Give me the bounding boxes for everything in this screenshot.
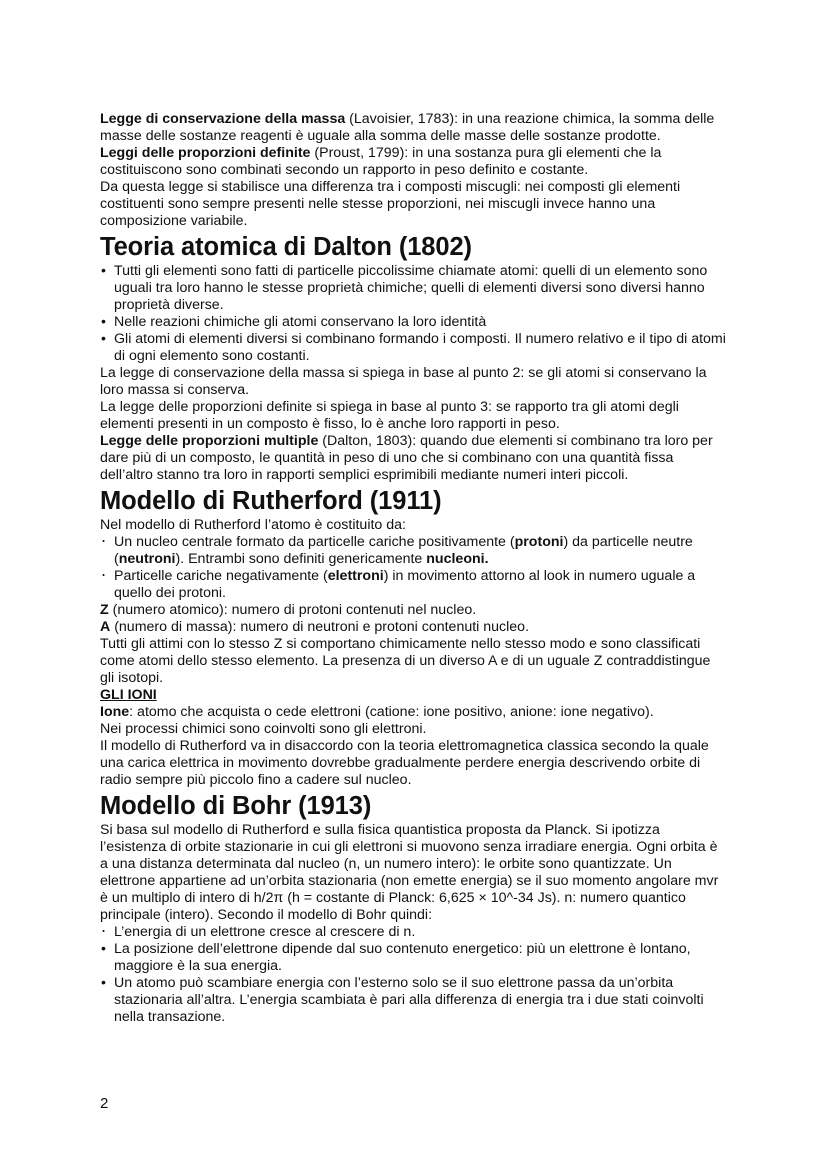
paragraph-mass-number: A (numero di massa): numero di neutroni e protoni contenuti nucleo. bbox=[100, 619, 530, 635]
paragraph-multiple-proportions: Legge delle proporzioni multiple (Dalton, 1803): quando due elementi si combinano tra loro per dare più di un composto, le quantità in peso di uno che si combinano con una quantità fissa dell’altro stanno tra loro in rapporti semplici esprimibili mediante numeri interi piccoli. bbox=[100, 433, 713, 483]
paragraph-atomic-number: Z (numero atomico): numero di protoni contenuti nel nucleo. bbox=[100, 602, 477, 618]
paragraph-ion-definition: Ione: atomo che acquista o cede elettroni (catione: ione positivo, anione: ione negativo). bbox=[100, 704, 654, 720]
list-item: ‧ Particelle cariche negativamente (elettroni) in movimento attorno al look in numero uguale a quello dei protoni. bbox=[100, 568, 726, 602]
list-item: • La posizione dell’elettrone dipende dal suo contenuto energetico: più un elettrone è lontano, maggiore è la sua energia. bbox=[100, 941, 726, 975]
list-item: • Tutti gli elementi sono fatti di particelle piccolissime chiamate atomi: quelli di un elemento sono uguali tra loro hanno le stesse proprietà chimiche; quelli di elementi diversi sono diversi hanno proprietà diverse. bbox=[100, 263, 726, 314]
paragraph: Nei processi chimici sono coinvolti sono gli elettroni. bbox=[100, 721, 427, 737]
paragraph-mass-conservation: Legge di conservazione della massa (Lavoisier, 1783): in una reazione chimica, la somma delle masse delle sostanze reagenti è uguale alla somma delle masse delle sostanze prodotte. bbox=[100, 111, 715, 144]
paragraph-isotopes: Tutti gli attimi con lo stesso Z si comportano chimicamente nello stesso modo e sono classificati come atomi dello stesso elemento. La presenza di un diverso A e di un uguale Z contraddistingue gli isotopi. bbox=[100, 636, 711, 686]
subheading-ions: GLI IONI bbox=[100, 687, 157, 703]
list-item: • Gli atomi di elementi diversi si combinano formando i composti. Il numero relativo e il tipo di atomi di ogni elemento sono costanti. bbox=[100, 331, 726, 365]
dalton-bullet-list bbox=[100, 263, 726, 365]
paragraph: Il modello di Rutherford va in disaccordo con la teoria elettromagnetica classica secondo la quale una carica elettrica in movimento dovrebbe gradualmente perdere energia descrivendo orbite di radio sempre più piccolo fino a cadere sul nucleo. bbox=[100, 738, 709, 788]
paragraph-compounds-mixtures: Da questa legge si stabilisce una differenza tra i composti miscugli: nei composti gli elementi costituenti sono sempre presenti nelle stesse proporzioni, nei miscugli invece hanno una composizione variabile. bbox=[100, 179, 681, 229]
document-page bbox=[100, 111, 726, 1026]
paragraph: Nel modello di Rutherford l’atomo è costituito da: bbox=[100, 517, 406, 533]
heading-bohr: Modello di Bohr (1913) bbox=[100, 792, 372, 820]
rutherford-bullet-list bbox=[100, 534, 726, 602]
list-item: ‧ L’energia di un elettrone cresce al crescere di n. bbox=[100, 924, 726, 941]
page-number: 2 bbox=[100, 1095, 109, 1112]
list-item: ‧ Un nucleo centrale formato da particelle cariche positivamente (protoni) da particelle neutre (neutroni). Entrambi sono definiti genericamente nucleoni. bbox=[100, 534, 726, 568]
term-definite-proportions: Leggi delle proporzioni definite bbox=[100, 145, 311, 161]
term-multiple-proportions: Legge delle proporzioni multiple bbox=[100, 433, 319, 449]
list-item: • Nelle reazioni chimiche gli atomi conservano la loro identità bbox=[100, 314, 726, 331]
paragraph-bohr-model: Si basa sul modello di Rutherford e sulla fisica quantistica proposta da Planck. Si ipotizza l’esistenza di orbite stazionarie in cui gli elettroni si muovono senza irradiare energia. Ogni orbita è a una distanza determinata dal nucleo (n, un numero intero): le orbite sono quantizzate. Un elettrone appartiene ad un’orbita stazionaria (non emette energia) se il suo momento angolare mvr è un multiplo di intero di h/2π (h = costante di Planck: 6,625 × 10^-34 Js). n: numero quantico principale (intero). Secondo il modello di Bohr quindi: bbox=[100, 822, 719, 923]
term-mass-conservation: Legge di conservazione della massa bbox=[100, 111, 346, 127]
paragraph: La legge delle proporzioni definite si spiega in base al punto 3: se rapporto tra gli atomi degli elementi presenti in un composto è fisso, lo è anche loro rapporti in peso. bbox=[100, 399, 679, 432]
heading-dalton: Teoria atomica di Dalton (1802) bbox=[100, 233, 472, 261]
bohr-bullet-list bbox=[100, 924, 726, 1026]
paragraph-definite-proportions: Leggi delle proporzioni definite (Proust, 1799): in una sostanza pura gli elementi che la costituiscono sono combinati secondo un rapporto in peso definito e costante. bbox=[100, 145, 662, 178]
paragraph: La legge di conservazione della massa si spiega in base al punto 2: se gli atomi si conservano la loro massa si conserva. bbox=[100, 365, 707, 398]
list-item: • Un atomo può scambiare energia con l’esterno solo se il suo elettrone passa da un’orbita stazionaria all’altra. L’energia scambiata è pari alla differenza di energia tra i due stati coinvolti nella transazione. bbox=[100, 975, 726, 1026]
heading-rutherford: Modello di Rutherford (1911) bbox=[100, 487, 442, 515]
